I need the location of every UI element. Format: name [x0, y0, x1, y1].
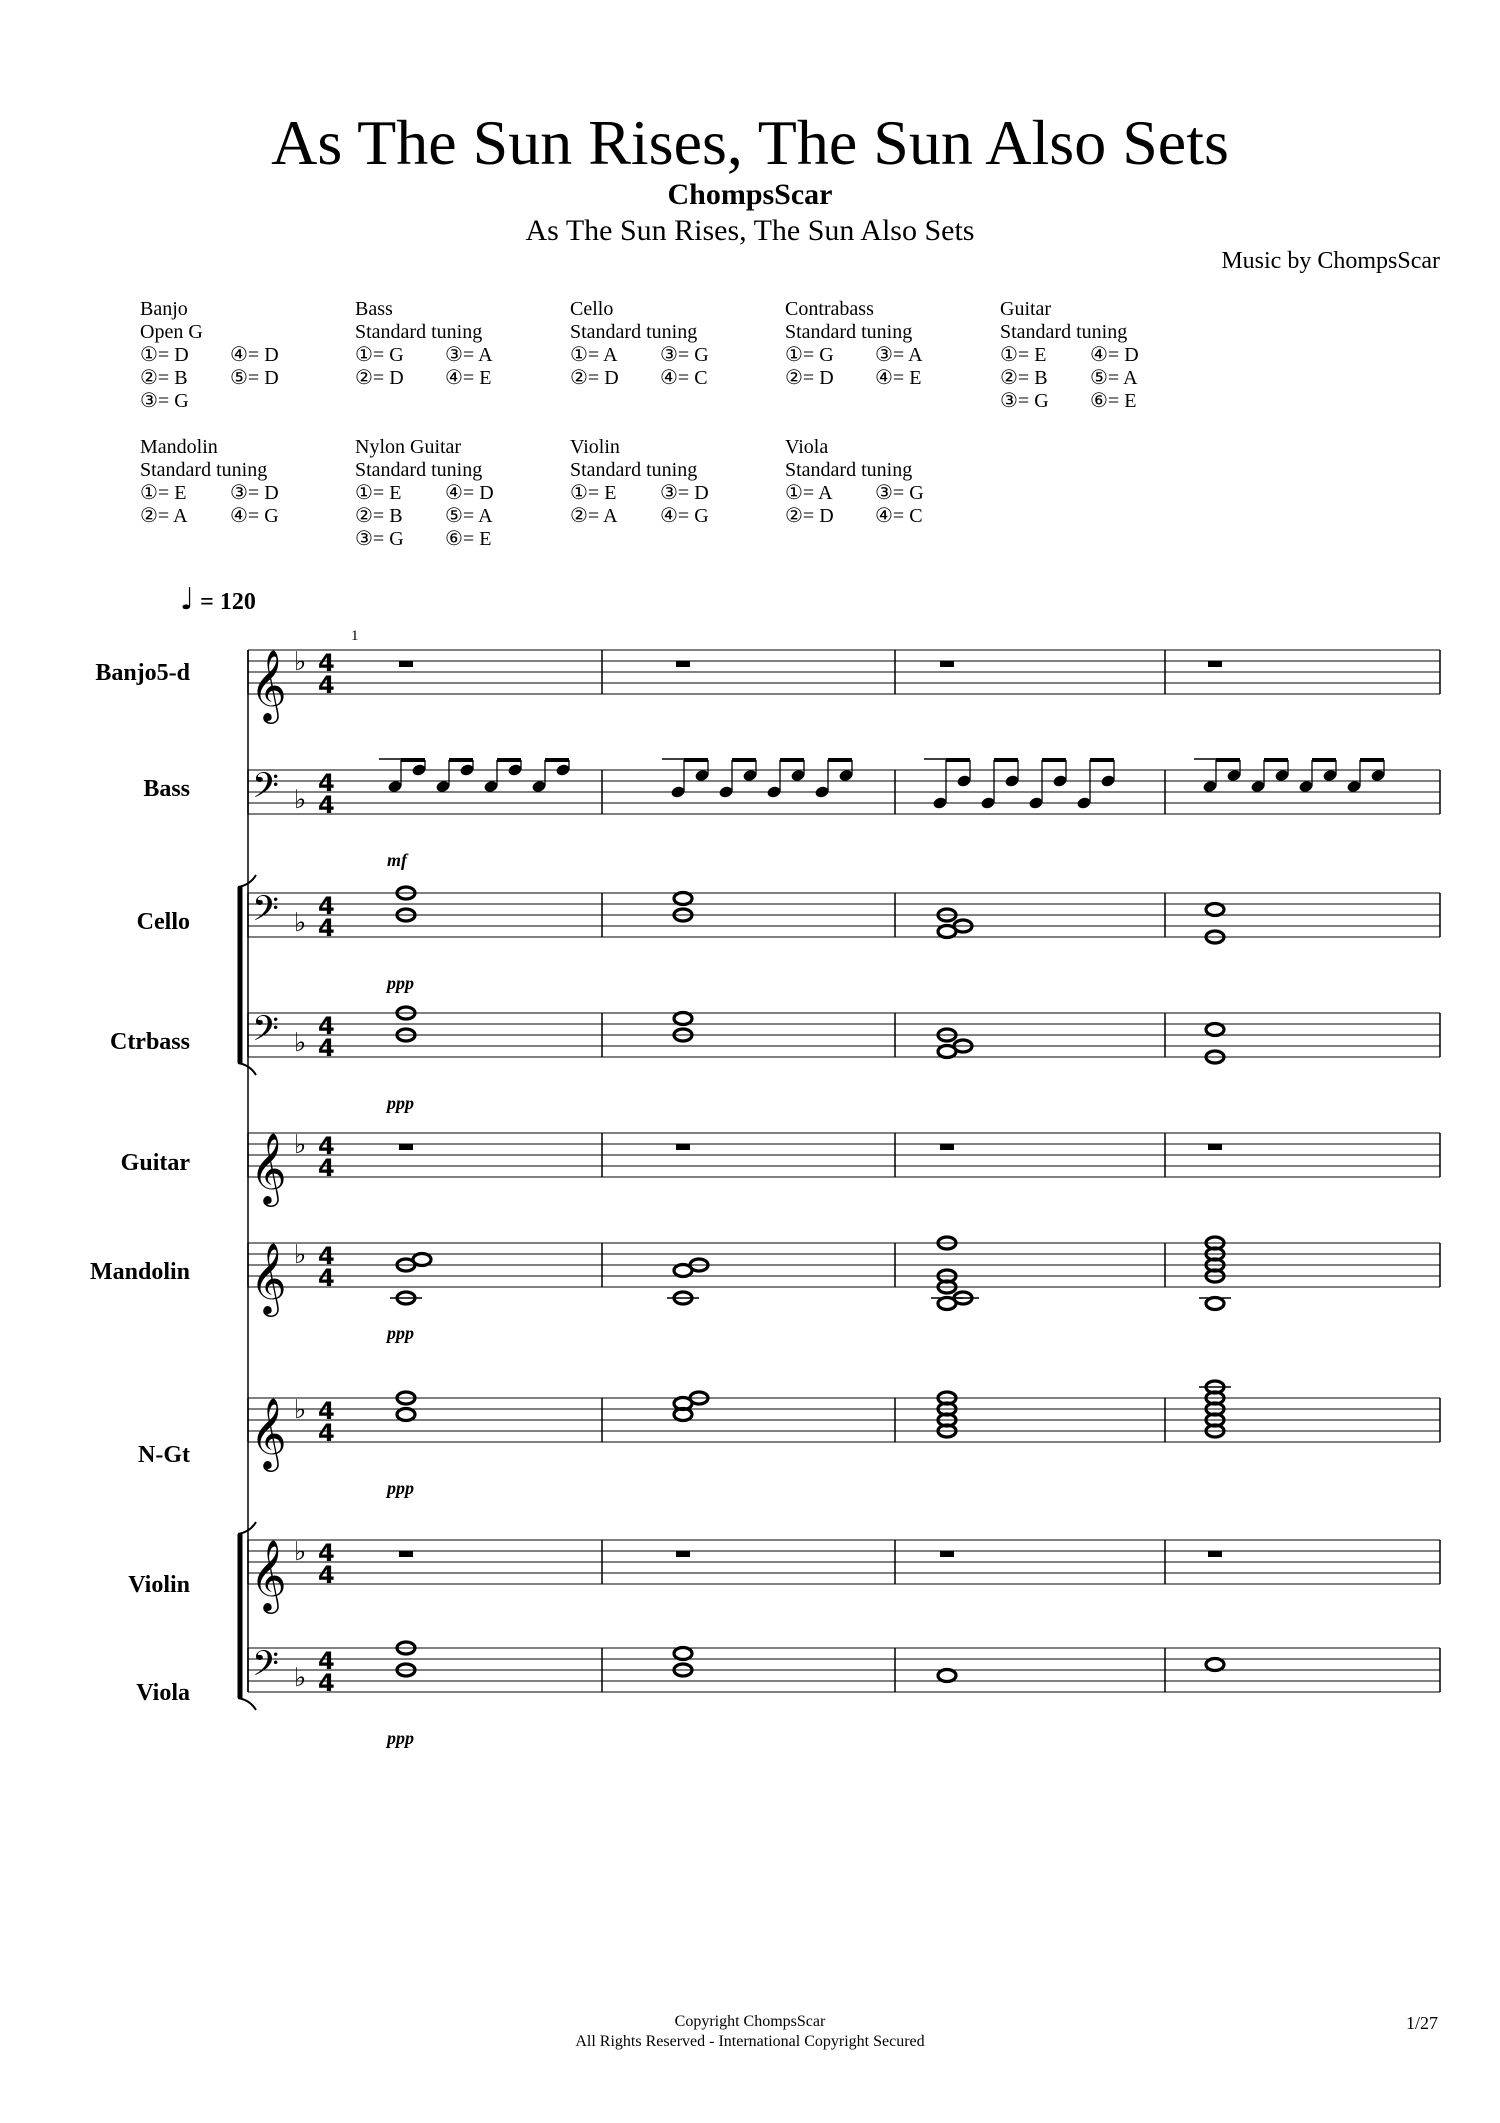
tuning-string: ②= D	[785, 367, 834, 389]
page-number: 1/27	[1405, 2013, 1438, 2033]
quarter-note-icon: ♩	[180, 582, 195, 617]
tuning-type: Open G	[140, 321, 203, 343]
tuning-string: ③= G	[875, 482, 924, 504]
time-signature-bottom: 4	[318, 791, 335, 819]
bass-clef-icon: 𝄢	[252, 765, 280, 814]
whole-rest	[676, 661, 690, 667]
treble-clef-icon: 𝄞	[250, 1241, 287, 1314]
composer-credit: Music by ChompsScar	[1221, 248, 1440, 274]
instrument-label: N-Gt	[138, 1442, 190, 1468]
flat-icon: ♭	[294, 1663, 307, 1693]
tuning-string: ③= A	[445, 344, 493, 366]
whole-rest	[940, 1144, 954, 1150]
bracket-hook	[238, 875, 256, 887]
tuning-type: Standard tuning	[355, 459, 483, 481]
tuning-string: ①= E	[140, 482, 187, 504]
bass-clef-icon: 𝄢	[252, 1008, 280, 1057]
tuning-type: Standard tuning	[785, 321, 913, 343]
tuning-string: ⑥= E	[1090, 390, 1137, 412]
time-signature-top: 4	[318, 1012, 335, 1040]
tuning-string: ⑤= D	[230, 367, 279, 389]
tuning-instrument-name: Violin	[570, 436, 620, 458]
tuning-string: ④= E	[445, 367, 492, 389]
tuning-string: ①= G	[785, 344, 834, 366]
whole-note	[1206, 1024, 1224, 1036]
tuning-string: ④= D	[230, 344, 279, 366]
tuning-string: ①= A	[785, 482, 833, 504]
whole-rest	[1208, 661, 1222, 667]
tuning-string: ③= G	[355, 528, 404, 550]
tuning-string: ③= A	[875, 344, 923, 366]
time-signature-bottom: 4	[318, 1419, 335, 1447]
whole-note	[1206, 1298, 1224, 1310]
whole-rest	[399, 661, 413, 667]
tuning-string: ①= E	[570, 482, 617, 504]
bracket-hook	[238, 1063, 256, 1075]
flat-icon: ♭	[294, 1537, 307, 1567]
measure-number: 1	[351, 628, 359, 644]
dynamic-marking: ppp	[387, 1728, 414, 1748]
time-signature-bottom: 4	[318, 1154, 335, 1182]
tuning-string: ④= E	[875, 367, 922, 389]
whole-note	[674, 893, 692, 905]
tuning-string: ④= C	[660, 367, 708, 389]
tuning-string: ④= G	[660, 505, 709, 527]
instrument-label: Violin	[128, 1572, 190, 1598]
tuning-instrument-name: Bass	[355, 298, 393, 320]
tuning-string: ⑤= A	[1090, 367, 1138, 389]
time-signature-bottom: 4	[318, 1034, 335, 1062]
tuning-type: Standard tuning	[355, 321, 483, 343]
whole-rest	[676, 1144, 690, 1150]
time-signature-top: 4	[318, 1397, 335, 1425]
whole-rest	[940, 661, 954, 667]
tuning-string: ⑤= A	[445, 505, 493, 527]
score-title: As The Sun Rises, The Sun Also Sets	[271, 107, 1229, 178]
dynamic-marking: ppp	[387, 1323, 414, 1343]
whole-rest	[676, 1551, 690, 1557]
time-signature-bottom: 4	[318, 671, 335, 699]
time-signature-top: 4	[318, 1132, 335, 1160]
whole-note	[674, 1648, 692, 1660]
whole-note	[938, 1670, 956, 1682]
time-signature-bottom: 4	[318, 1561, 335, 1589]
tuning-instrument-name: Nylon Guitar	[355, 436, 462, 458]
tuning-type: Standard tuning	[570, 321, 698, 343]
artist-name: ChompsScar	[667, 178, 833, 211]
whole-note	[674, 1013, 692, 1025]
flat-icon: ♭	[294, 1130, 307, 1160]
time-signature-top: 4	[318, 1242, 335, 1270]
tuning-instrument-name: Guitar	[1000, 298, 1052, 320]
whole-note	[413, 1254, 431, 1266]
treble-clef-icon: 𝄞	[250, 1538, 287, 1611]
time-signature-top: 4	[318, 769, 335, 797]
tuning-string: ①= E	[355, 482, 402, 504]
bass-clef-icon: 𝄢	[252, 888, 280, 937]
tuning-string: ①= A	[570, 344, 618, 366]
tuning-string: ③= G	[1000, 390, 1049, 412]
flat-icon: ♭	[294, 785, 307, 815]
tuning-instrument-name: Cello	[570, 298, 614, 320]
treble-clef-icon: 𝄞	[250, 1131, 287, 1204]
tuning-string: ③= D	[660, 482, 709, 504]
flat-icon: ♭	[294, 1395, 307, 1425]
tuning-instrument-name: Banjo	[140, 298, 188, 320]
whole-rest	[399, 1551, 413, 1557]
tuning-string: ①= G	[355, 344, 404, 366]
tuning-string: ③= D	[230, 482, 279, 504]
time-signature-top: 4	[318, 1647, 335, 1675]
flat-icon: ♭	[294, 1028, 307, 1058]
instrument-label: Bass	[143, 776, 190, 802]
copyright-line: Copyright ChompsScar	[674, 2013, 826, 2030]
bracket-hook	[238, 1698, 256, 1710]
instrument-label: Viola	[136, 1680, 190, 1706]
time-signature-top: 4	[318, 649, 335, 677]
time-signature-top: 4	[318, 892, 335, 920]
tuning-type: Standard tuning	[140, 459, 268, 481]
tuning-type: Standard tuning	[570, 459, 698, 481]
flat-icon: ♭	[294, 647, 307, 677]
tuning-string: ②= A	[570, 505, 618, 527]
whole-rest	[399, 1144, 413, 1150]
tuning-string: ②= D	[570, 367, 619, 389]
tuning-type: Standard tuning	[1000, 321, 1128, 343]
instrument-label: Ctrbass	[109, 1029, 190, 1055]
tuning-string: ④= C	[875, 505, 923, 527]
tuning-string: ②= D	[785, 505, 834, 527]
tuning-string: ④= D	[445, 482, 494, 504]
dynamic-marking: ppp	[387, 1478, 414, 1498]
time-signature-bottom: 4	[318, 1264, 335, 1292]
tuning-string: ③= G	[140, 390, 189, 412]
instrument-label: Mandolin	[89, 1259, 190, 1285]
whole-rest	[1208, 1144, 1222, 1150]
time-signature-bottom: 4	[318, 1669, 335, 1697]
tuning-string: ⑥= E	[445, 528, 492, 550]
time-signature-bottom: 4	[318, 914, 335, 942]
score-subtitle: As The Sun Rises, The Sun Also Sets	[525, 214, 975, 247]
tuning-string: ①= E	[1000, 344, 1047, 366]
instrument-label: Banjo5-d	[95, 660, 190, 686]
tuning-string: ③= G	[660, 344, 709, 366]
tuning-string: ④= D	[1090, 344, 1139, 366]
tuning-string: ②= D	[355, 367, 404, 389]
whole-note	[397, 1409, 415, 1421]
treble-clef-icon: 𝄞	[250, 1396, 287, 1469]
tuning-type: Standard tuning	[785, 459, 913, 481]
instrument-label: Guitar	[120, 1150, 190, 1176]
tuning-instrument-name: Mandolin	[140, 436, 218, 458]
tuning-string: ②= B	[1000, 367, 1048, 389]
tuning-instrument-name: Viola	[785, 436, 829, 458]
tempo-value: = 120	[200, 589, 256, 615]
whole-note	[1206, 1659, 1224, 1671]
tuning-string: ④= G	[230, 505, 279, 527]
tuning-string: ①= D	[140, 344, 189, 366]
tuning-string: ②= B	[140, 367, 188, 389]
rights-line: All Rights Reserved - International Copyright Secured	[575, 2033, 925, 2050]
bass-clef-icon: 𝄢	[252, 1643, 280, 1692]
tuning-string: ②= B	[355, 505, 403, 527]
time-signature-top: 4	[318, 1539, 335, 1567]
tuning-string: ②= A	[140, 505, 188, 527]
whole-rest	[940, 1551, 954, 1557]
whole-rest	[1208, 1551, 1222, 1557]
whole-note	[1206, 904, 1224, 916]
flat-icon: ♭	[294, 1240, 307, 1270]
bracket-hook	[238, 1522, 256, 1534]
dynamic-marking: ppp	[387, 1093, 414, 1113]
flat-icon: ♭	[294, 908, 307, 938]
dynamic-marking: mf	[387, 850, 407, 870]
tuning-instrument-name: Contrabass	[785, 298, 874, 320]
treble-clef-icon: 𝄞	[250, 648, 287, 721]
instrument-label: Cello	[136, 909, 190, 935]
dynamic-marking: ppp	[387, 973, 414, 993]
